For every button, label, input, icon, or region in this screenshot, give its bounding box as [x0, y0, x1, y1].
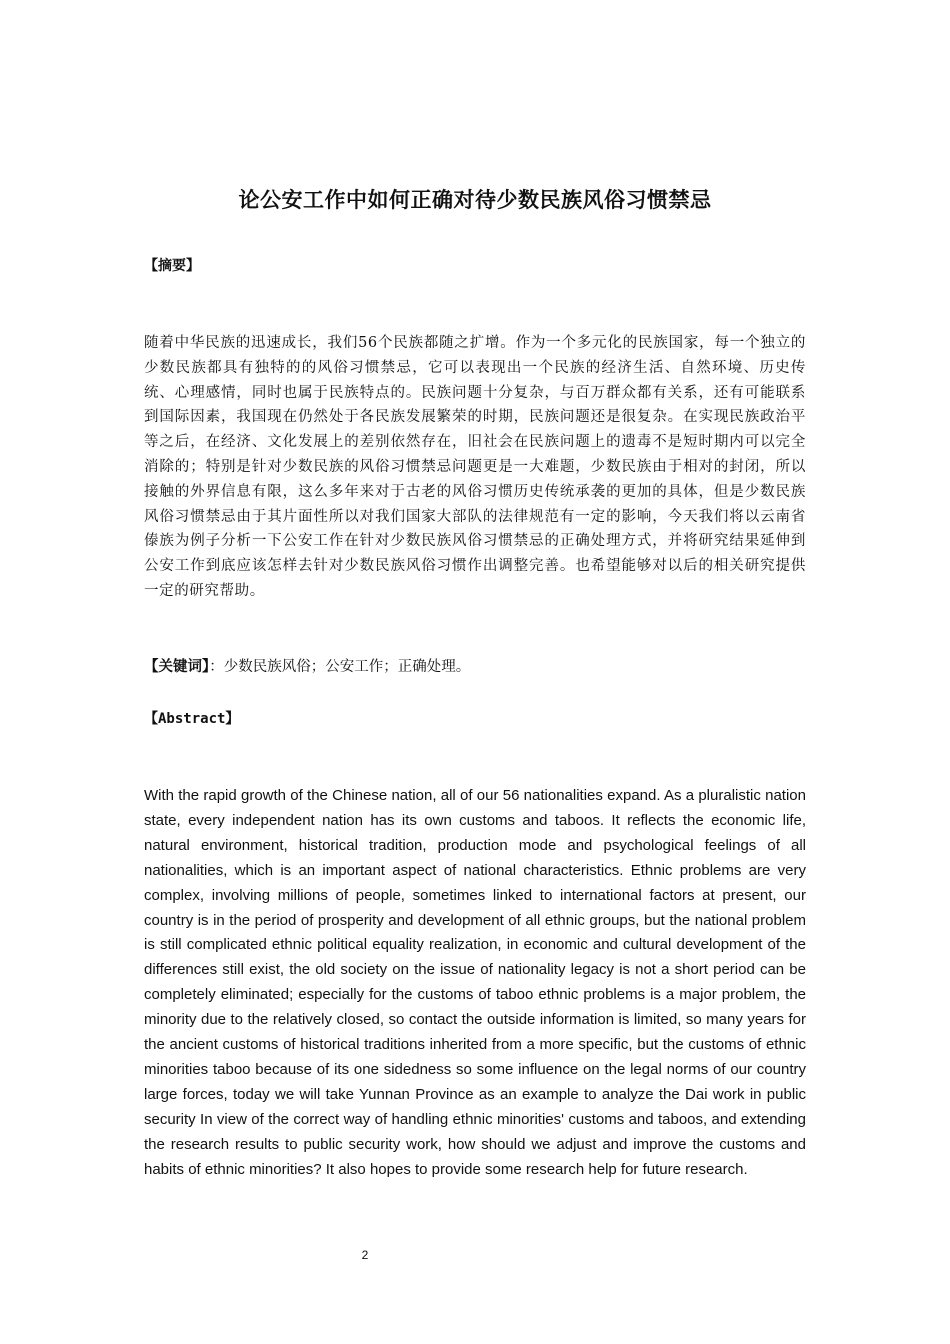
abstract-en-heading: 【Abstract】 — [144, 711, 240, 727]
keywords-label: 【关键词】 — [144, 658, 210, 675]
abstract-en-body: With the rapid growth of the Chinese nation, all of our 56 nationalities expand. As a pluralistic nation state, every independent nation has its own customs and taboos. It reflects the economic life, natural environment, historical tradition, production mode and psychological feelings of all nationalities, which is an important aspect of national characteristics. Ethnic problems are very complex, involving millions of people, sometimes linked to international factors at present, our country is in the period of prosperity and development of all ethnic groups, but the national problem is still complicated ethnic political equality realization, in economic and cultural development of the differences still exist, the old society on the issue of nationality legacy is not a short period can be completely eliminated; especially for the customs of taboo ethnic problems is a major problem, the minority due to the relatively closed, so contact the outside information is limited, so many years for the ancient customs of historical traditions inherited from a more specific, but the customs of ethnic minorities taboo because of its one sidedness so some influence on the legal norms of our country large forces, today we will take Yunnan Province as an example to analyze the Dai work in public security In view of the correct way of handling ethnic minorities' customs and taboos, and extending the research results to public security work, how should we adjust and improve the customs and habits of ethnic minorities? It also hopes to provide some research help for future research. — [144, 787, 806, 1178]
abstract-cn-body: 随着中华民族的迅速成长，我们56个民族都随之扩增。作为一个多元化的民族国家，每一个独立的少数民族都具有独特的的风俗习惯禁忌，它可以表现出一个民族的经济生活、自然环境、历史传统、心理感情，同时也属于民族特点的。民族问题十分复杂，与百万群众都有关系，还有可能联系到国际因素，我国现在仍然处于各民族发展繁荣的时期，民族问题还是很复杂。在实现民族政治平等之后，在经济、文化发展上的差别依然存在，旧社会在民族问题上的遗毒不是短时期内可以完全消除的；特别是针对少数民族的风俗习惯禁忌问题更是一大难题，少数民族由于相对的封闭，所以接触的外界信息有限，这么多年来对于古老的风俗习惯历史传统承袭的更加的具体，但是少数民族风俗习惯禁忌由于其片面性所以对我们国家大部队的法律规范有一定的影响，今天我们将以云南省傣族为例子分析一下公安工作在针对少数民族风俗习惯禁忌的正确处理方式，并将研究结果延伸到公安工作到底应该怎样去针对少数民族风俗习惯作出调整完善。也希望能够对以后的相关研究提供一定的研究帮助。 — [144, 335, 806, 599]
document-title: 论公安工作中如何正确对待少数民族风俗习惯禁忌 — [238, 188, 712, 212]
abstract-cn-heading: 【摘要】 — [144, 258, 200, 274]
keywords-line — [144, 655, 806, 676]
keywords-text: ：少数民族风俗；公安工作；正确处理。 — [209, 659, 471, 675]
page-number: 2 — [361, 1248, 369, 1262]
